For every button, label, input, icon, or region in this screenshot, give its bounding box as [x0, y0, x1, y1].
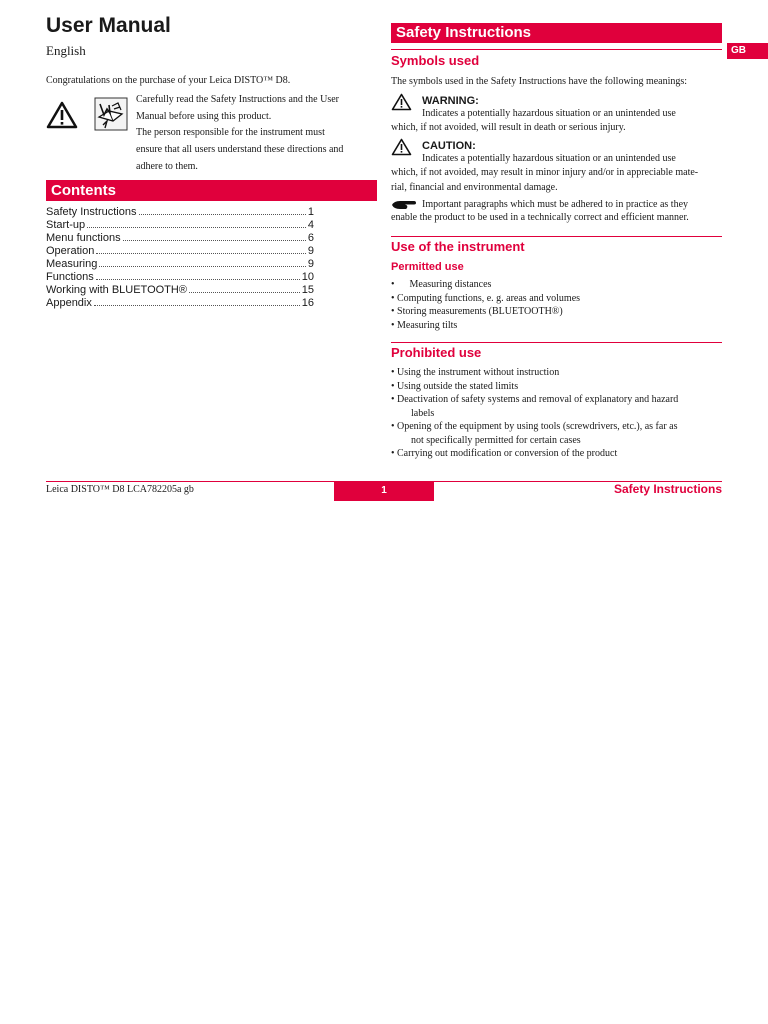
toc-item-operation[interactable]: Operation 9	[46, 245, 314, 257]
table-of-contents	[46, 206, 314, 310]
toc-item-bluetooth[interactable]: Working with BLUETOOTH® 15	[46, 284, 314, 296]
divider	[391, 342, 722, 343]
list-item: • Deactivation of safety systems and removal of explanatory and hazard	[391, 394, 679, 405]
toc-item-start-up[interactable]: Start-up 4	[46, 219, 314, 231]
footer-doc-id: Leica DISTO™ D8 LCA782205a gb	[46, 484, 194, 495]
page-title: User Manual	[46, 14, 171, 37]
list-item-continuation: labels	[411, 407, 435, 419]
warning-icon	[391, 93, 412, 111]
prohibited-heading: Prohibited use	[391, 345, 482, 360]
list-item: • Using the instrument without instruction	[391, 367, 560, 378]
toc-item-menu-functions[interactable]: Menu functions 6	[46, 232, 314, 244]
list-item: • Using outside the stated limits	[391, 380, 519, 392]
toc-item-safety-instructions[interactable]: Safety Instructions 1	[46, 206, 314, 218]
page-number: 1	[334, 482, 434, 501]
safety-banner: Safety Instructions	[391, 23, 722, 43]
caution-icon	[391, 138, 412, 156]
note-line-2: enable the product to be used in a technically correct and efficient manner.	[391, 212, 689, 223]
divider	[391, 236, 722, 237]
footer-section-title: Safety Instructions	[613, 482, 722, 496]
toc-item-functions[interactable]: Functions 10	[46, 271, 314, 283]
congrats-text: Congratulations on the purchase of your Leica DISTO™ D8.	[46, 75, 291, 86]
symbols-heading: Symbols used	[391, 53, 480, 68]
permitted-list	[391, 278, 580, 332]
read-manual-text: Carefully read the Safety Instructions and the User Manual before using this product.	[136, 94, 339, 122]
toc-item-measuring[interactable]: Measuring 9	[46, 258, 314, 270]
list-item: • Computing functions, e. g. areas and volumes	[391, 292, 581, 304]
read-manual-icon	[94, 97, 128, 131]
warning-title: WARNING:	[422, 95, 479, 107]
symbols-intro: The symbols used in the Safety Instructions have the following meanings:	[391, 76, 688, 87]
list-item: • Opening of the equipment by using tools (screwdrivers, etc.), as far as	[391, 421, 678, 432]
permitted-heading: Permitted use	[391, 261, 464, 273]
caution-line-2: which, if not avoided, may result in minor injury and/or in appreciable mate-	[391, 167, 699, 178]
toc-item-appendix[interactable]: Appendix 16	[46, 297, 314, 309]
language-label: English	[46, 43, 86, 58]
gb-tab: GB	[727, 43, 768, 59]
list-item: • Measuring distances	[391, 279, 492, 290]
caution-line-3: rial, financial and environmental damage.	[391, 182, 558, 193]
list-item-continuation: not specifically permitted for certain cases	[411, 434, 581, 446]
contents-banner: Contents	[46, 180, 377, 201]
warning-line-2: which, if not avoided, will result in death or serious injury.	[391, 122, 626, 133]
list-item: • Carrying out modification or conversion of the product	[391, 448, 618, 459]
warning-triangle-icon	[46, 101, 78, 129]
caution-line-1: Indicates a potentially hazardous situation or an unintended use	[422, 153, 676, 164]
note-line-1: Important paragraphs which must be adhered to in practice as they	[422, 199, 689, 210]
list-item: • Measuring tilts	[391, 319, 458, 331]
divider	[391, 49, 722, 50]
use-heading: Use of the instrument	[391, 239, 525, 254]
responsible-text: The person responsible for the instrument must ensure that all users understand these directions and adhere to them.	[136, 127, 344, 172]
warning-line-1: Indicates a potentially hazardous situation or an unintended use	[422, 108, 676, 119]
prohibited-list	[391, 366, 678, 461]
list-item: • Storing measurements (BLUETOOTH®)	[391, 306, 563, 317]
pointing-hand-icon	[391, 199, 417, 211]
caution-title: CAUTION:	[422, 140, 476, 152]
